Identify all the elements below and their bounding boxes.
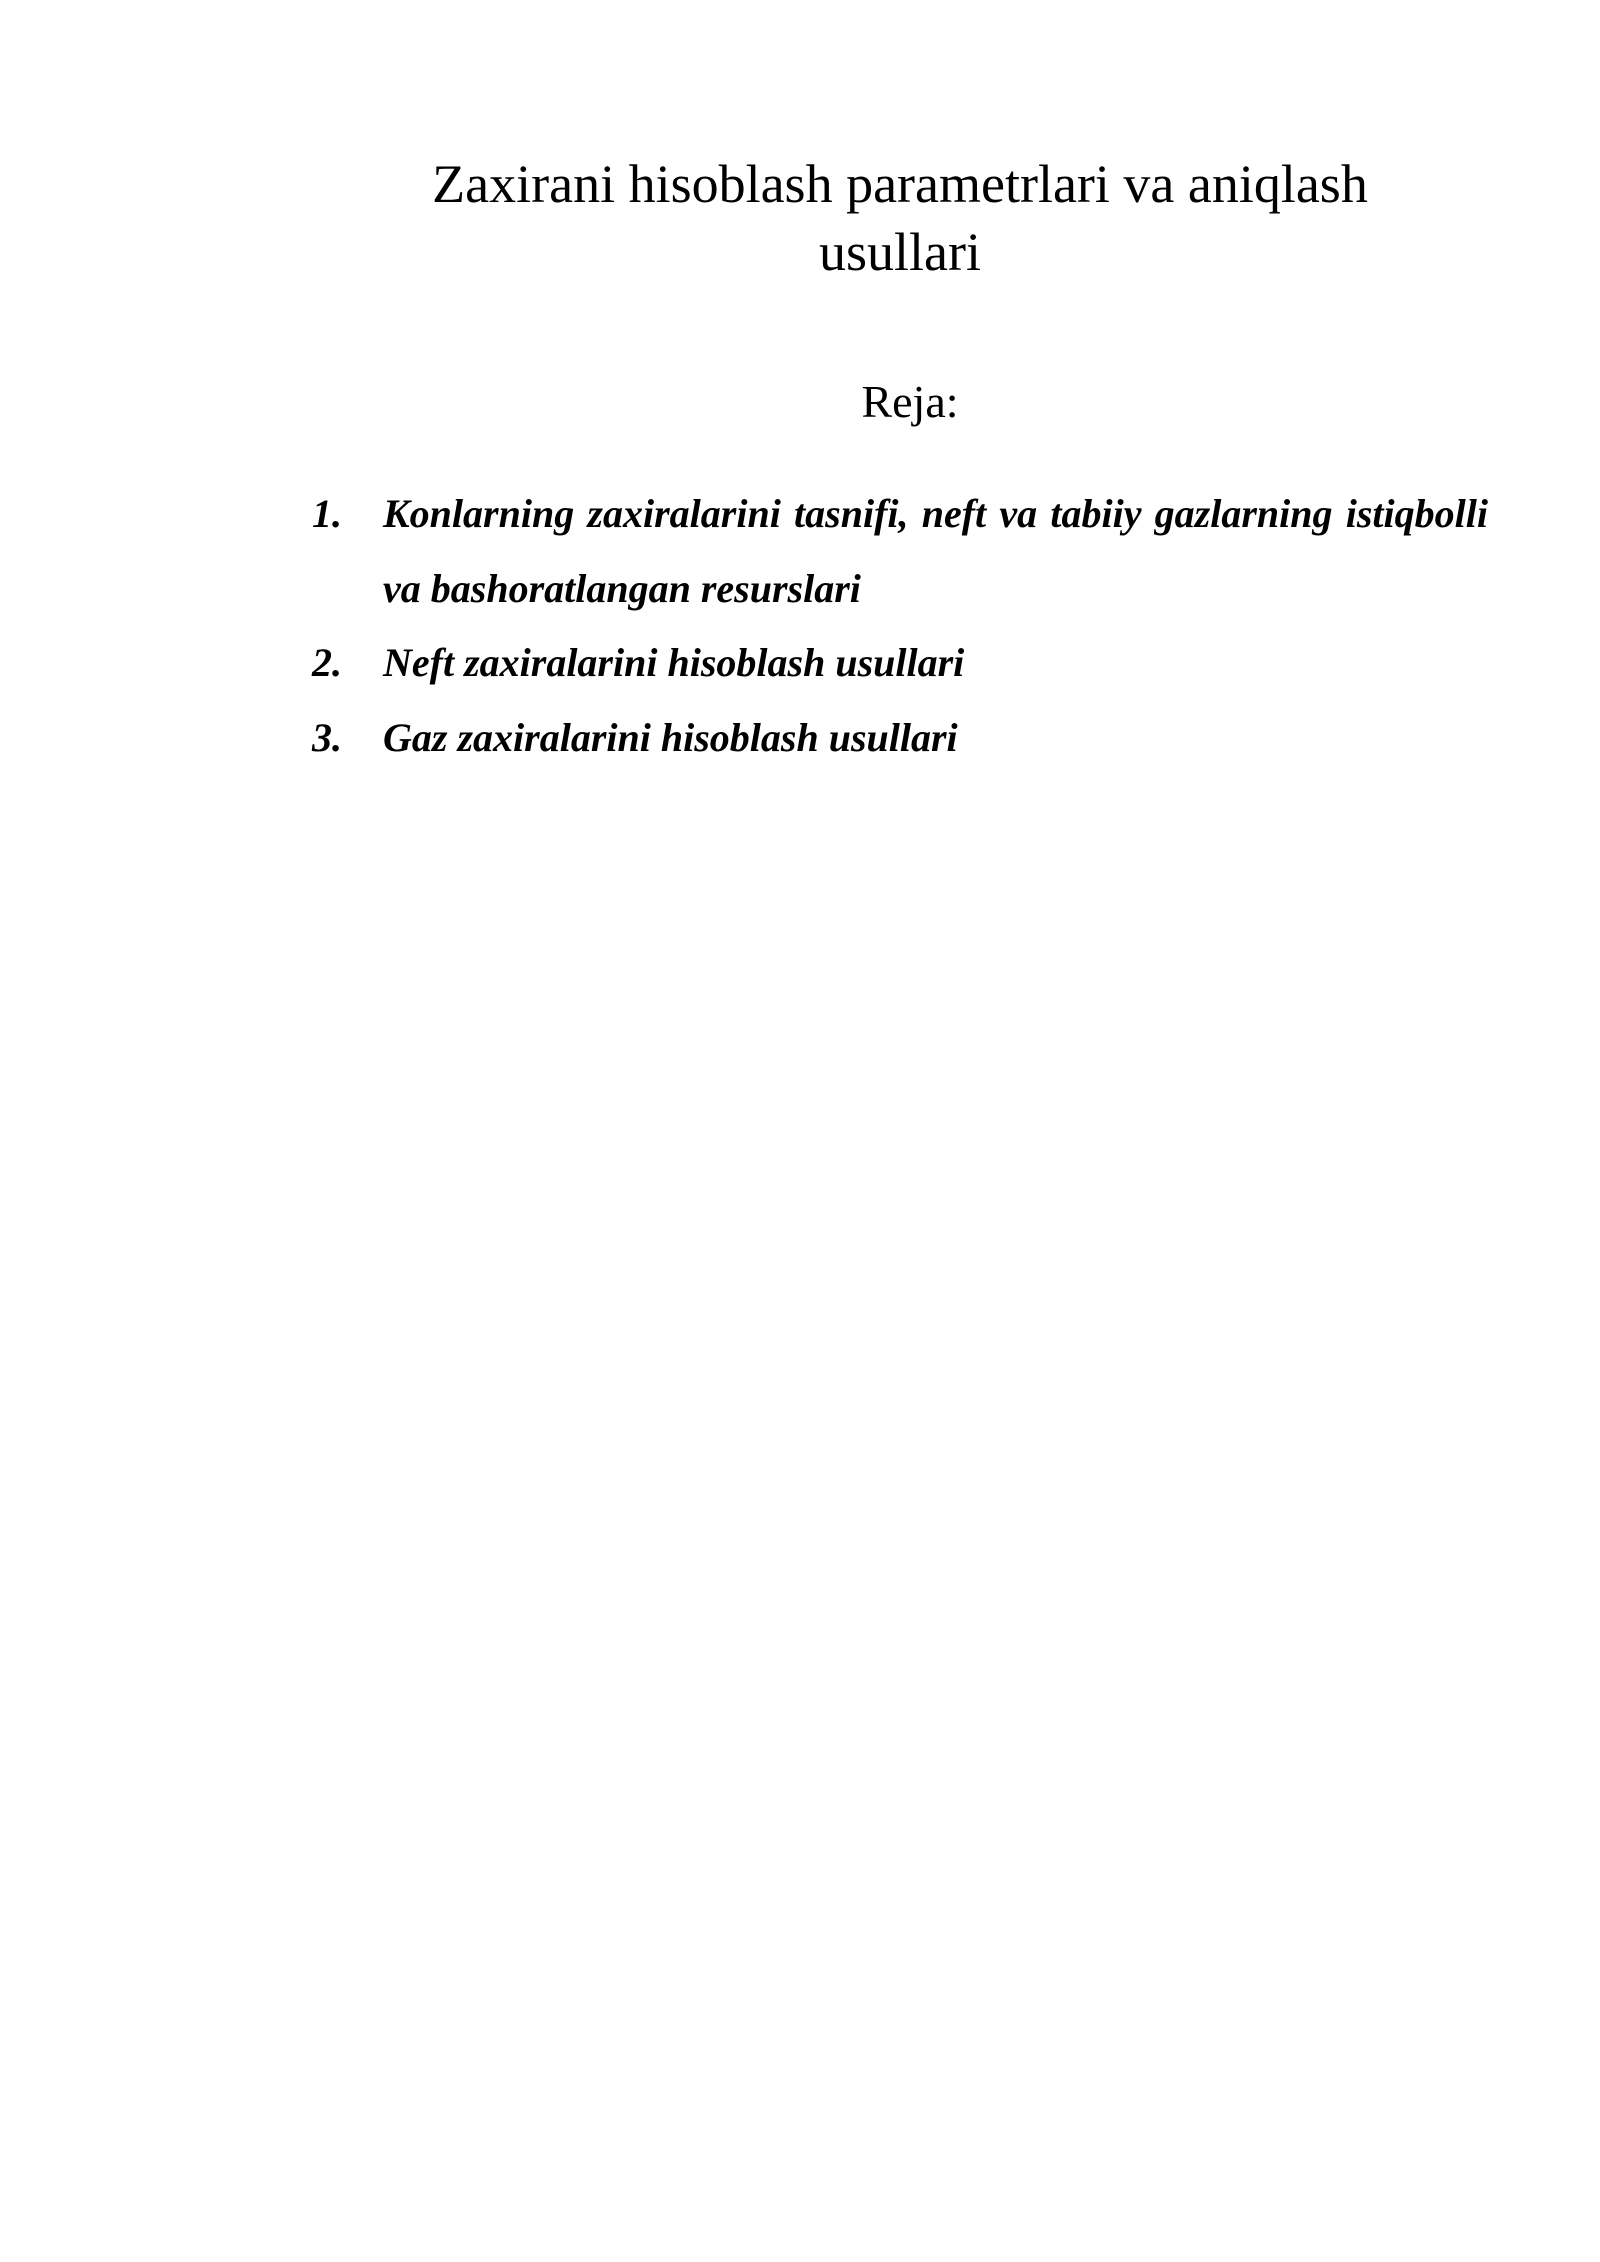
document-title: Zaxirani hisoblash parametrlari va aniqlash usullari — [432, 154, 1368, 282]
plan-item-2 — [312, 626, 1488, 701]
plan-item-text: Neft zaxiralarini hisoblash usullari — [383, 640, 965, 685]
plan-item-text: Gaz zaxiralarini hisoblash usullari — [383, 714, 958, 760]
plan-item-number: 2. — [312, 640, 342, 685]
plan-item-text: Konlarning zaxiralarini tasnifi, neft va tabiiy gazlarning istiqbolli va bashoratlangan resurslari — [383, 491, 1488, 611]
plan-list — [312, 477, 1488, 775]
plan-item-3 — [312, 701, 1488, 776]
plan-item-number: 1. — [312, 491, 342, 536]
plan-item-1 — [312, 477, 1488, 626]
plan-heading: Reja: — [861, 376, 959, 427]
plan-item-number: 3. — [312, 714, 342, 760]
